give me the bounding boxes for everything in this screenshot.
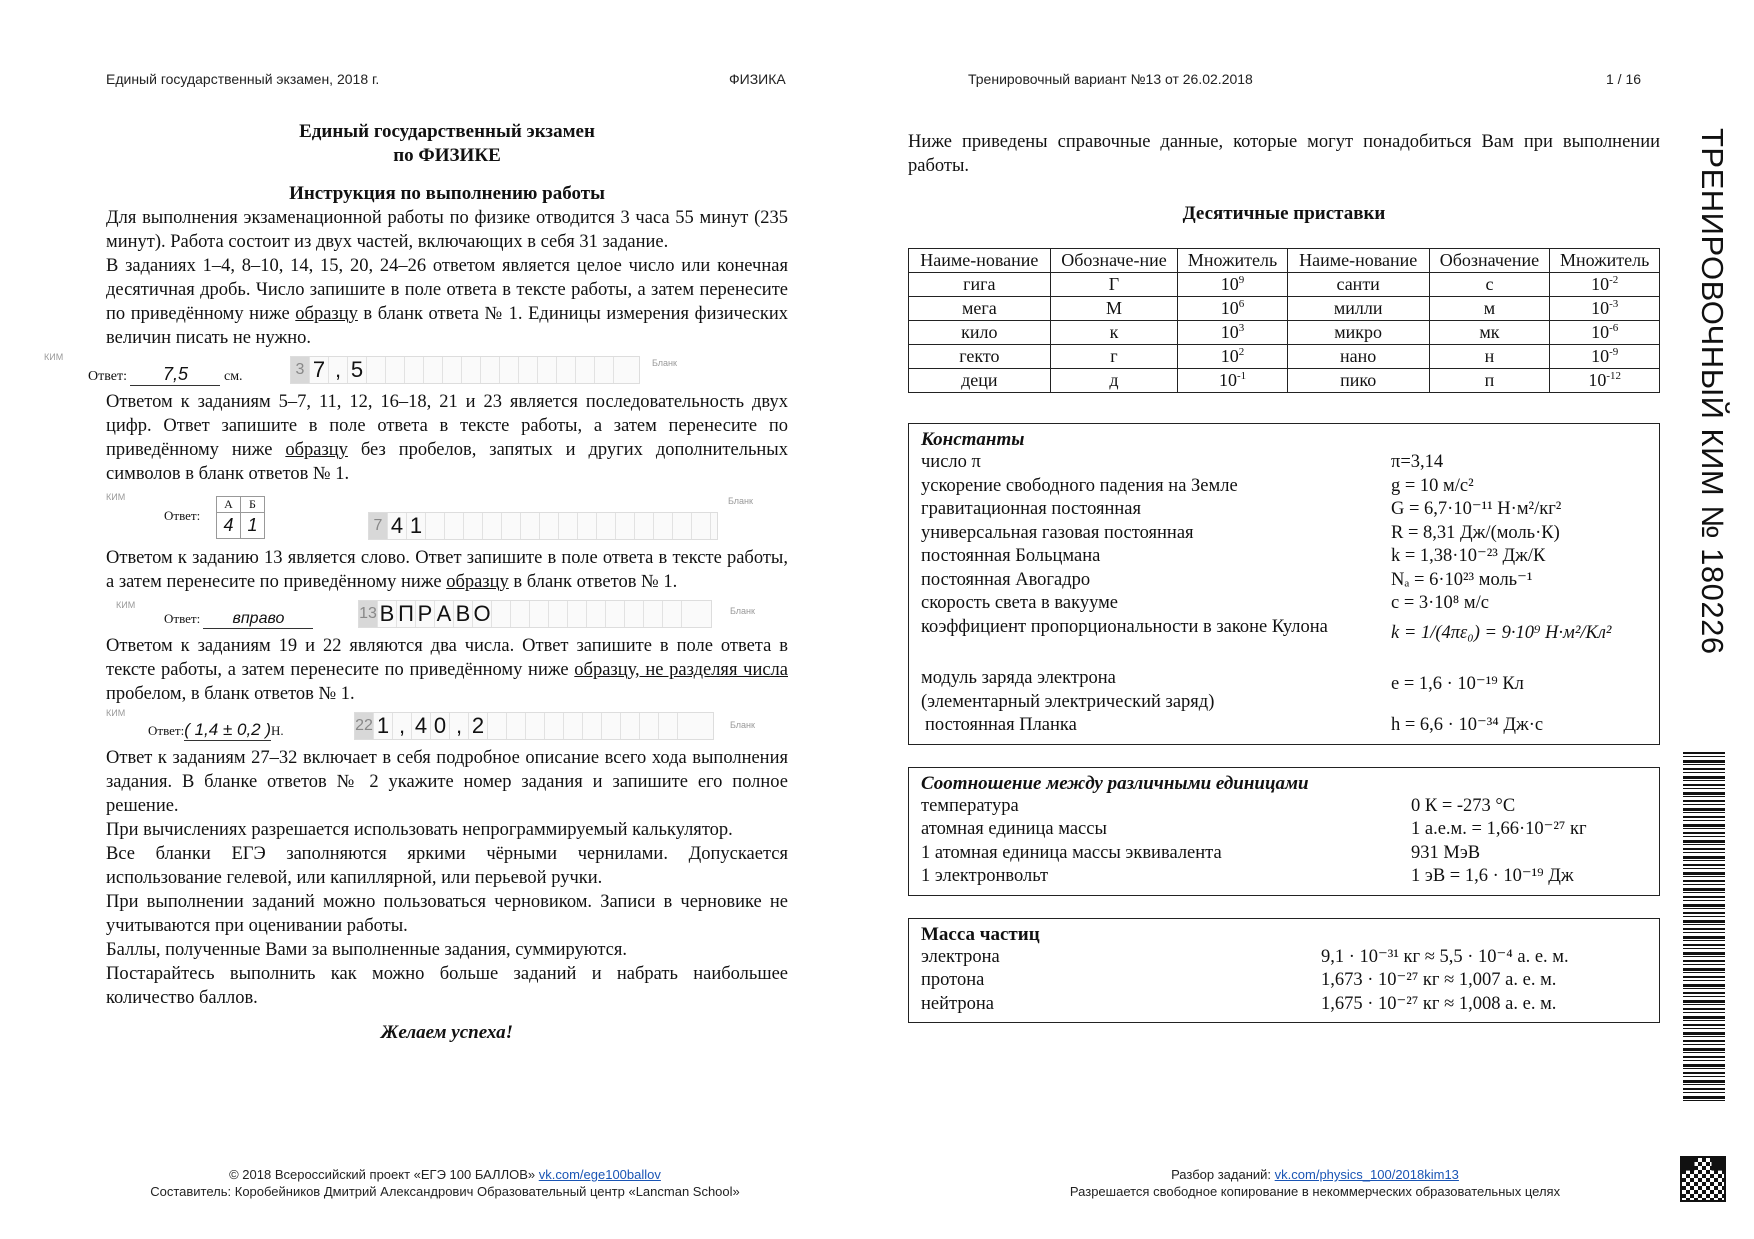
sample-answer-sequence: КИМ Ответ: А Б 4 1 7 4 1 Бланк: [106, 492, 753, 538]
mass-row: электрона 9,1 · 10⁻³¹ кг ≈ 5,5 · 10⁻⁴ а. е. м.: [921, 946, 1569, 967]
constant-row: гравитационная постоянная G = 6,7·10⁻¹¹ Н·м²/кг²: [921, 499, 1562, 519]
header-exam-title: Единый государственный экзамен, 2018 г.: [106, 71, 380, 87]
table-row: деци д $10^{-1}$ пико п $10^{-12}$: [909, 369, 1660, 393]
paragraph-calculator: При вычислениях разрешается использовать непрограммируемый калькулятор.: [106, 820, 733, 840]
paragraph-points: Баллы, полученные Вами за выполненные задания, суммируются.: [106, 940, 627, 960]
instructions-title: Инструкция по выполнению работы: [289, 183, 605, 204]
units-box: [908, 767, 1660, 896]
vk-project-link[interactable]: vk.com/ege100ballov: [538, 1167, 661, 1182]
qr-code-icon: [1680, 1156, 1726, 1202]
unit-row: температура 0 К = -273 °С: [921, 795, 1516, 816]
vertical-kim-title: ТРЕНИРОВОЧНЫЙ КИМ № 180226: [1695, 128, 1730, 655]
mass-row: протона 1,673 · 10⁻²⁷ кг ≈ 1,007 а. е. м.: [921, 970, 1557, 990]
particle-mass-box: [908, 918, 1660, 1024]
vk-analysis-link[interactable]: vk.com/physics_100/2018kim13: [1274, 1167, 1459, 1182]
paragraph-draft: При выполнении заданий можно пользоваться черновиком. Записи в черновике не учитываются при оценивании работы.: [106, 892, 788, 936]
paragraph-detailed-answer: Ответ к заданиям 27–32 включает в себя подробное описание всего хода выполнения задания. В бланке ответов № 2 укажите номер задания и запишите его полное решение.: [106, 748, 788, 816]
constant-row: ускорение свободного падения на Земле g = 10 м/с²: [921, 475, 1474, 496]
table-row: кило к $10^3$ микро мк $10^{-6}$: [909, 321, 1660, 345]
answer-cells: 22 1 , 4 0 , 2: [354, 712, 714, 740]
answer-cells: 7 4 1: [368, 512, 718, 540]
reference-intro: Ниже приведены справочные данные, которые могут понадобиться Вам при выполнении работы.: [908, 132, 1660, 176]
table-row: гекто г $10^2$ нано н $10^{-9}$: [909, 345, 1660, 369]
paragraph-two-numbers: Ответом к заданиям 19 и 22 являются два числа. Ответ запишите в поле ответа в тексте работы, а затем перенесите по приведённому ниже образцу, не разделяя числа пробелом, в бланк ответов № 1.: [106, 636, 788, 704]
table-row: гига Г $10^9$ санти с $10^{-2}$: [909, 273, 1660, 297]
sample-answer-number: КИМ Ответ: 7,5 см. 3 7 , 5 Бланк: [44, 352, 677, 384]
left-page: [44, 120, 789, 1044]
constant-row: постоянная Авогадро Nₐ = 6·10²³ моль⁻¹: [921, 569, 1533, 590]
prefix-table: Наиме-нование Обозначе-ние Множитель Наиме-нование Обозначение Множитель гига Г $10^9$ санти с $10^{-2}$ мега М $10^6$ милли м $10^{-3}$ кило к $10^3$ микро мк $10^{-6}$ гекто г $10^2$ нано н $10^{-9}$ деци д $10^{-1}$ пико п $10^{-12}$: [908, 248, 1660, 393]
constant-row: скорость света в вакууме c = 3·10⁸ м/с: [921, 593, 1489, 613]
paragraph-encourage: Постарайтесь выполнить как можно больше заданий и набрать наибольшее количество баллов.: [106, 964, 788, 1008]
paragraph-task-word: Ответом к заданию 13 является слово. Ответ запишите в поле ответа в тексте работы, а затем перенесите по приведённому ниже образцу в бланк ответов № 1.: [106, 548, 788, 592]
constant-row: модуль заряда электрона (элементарный электрический заряд) e = 1,6 · 10⁻¹⁹ Кл: [921, 668, 1524, 712]
constant-row: постоянная Больцмана k = 1,38·10⁻²³ Дж/К: [921, 546, 1546, 566]
paragraph-tasks-sequence: Ответом к заданиям 5–7, 11, 12, 16–18, 21 и 23 является последовательность двух цифр. Ответ запишите в поле ответа в тексте работы, а затем перенесите по приведённому ниже образцу без пробелов, запятых и других дополнительных символов в бланк ответов № 1.: [106, 392, 788, 484]
doc-title-line1: Единый государственный экзамен: [299, 121, 595, 142]
paragraph-tasks-number: В заданиях 1–4, 8–10, 14, 15, 20, 24–26 ответом является целое число или конечная десятичная дробь. Число запишите в поле ответа в тексте работы, а затем перенесите по приведённому ниже образцу в бланк ответа № 1. Единицы измерения физических величин писать не нужно.: [106, 256, 789, 348]
mass-row: нейтрона 1,675 · 10⁻²⁷ кг ≈ 1,008 а. е. м.: [921, 993, 1557, 1014]
footer-left: © 2018 Всероссийский проект «ЕГЭ 100 БАЛЛОВ» vk.com/ege100ballov Составитель: Коробейников Дмитрий Александрович Образовательный центр «Lancman School»: [150, 1167, 740, 1199]
answer-ab-table: А Б 4 1: [216, 496, 265, 539]
constant-row: постоянная Планка h = 6,6 · 10⁻³⁴ Дж·с: [925, 715, 1544, 735]
header-subject: ФИЗИКА: [729, 71, 786, 87]
answer-cells: 13 В П Р А В О: [358, 600, 712, 628]
paragraph-time: Для выполнения экзаменационной работы по физике отводится 3 часа 55 минут (235 минут). Работа состоит из двух частей, включающих в себя 31 задание.: [106, 208, 788, 252]
sample-link: образцу: [295, 304, 358, 324]
good-luck: Желаем успеха!: [380, 1022, 514, 1043]
particle-mass-title: Масса частиц: [921, 923, 1040, 945]
unit-row: 1 атомная единица массы эквивалента 931 МэВ: [921, 842, 1481, 863]
header-variant: Тренировочный вариант №13 от 26.02.2018: [968, 71, 1253, 87]
page-number: 1 / 16: [1606, 71, 1642, 87]
paragraph-ink: Все бланки ЕГЭ заполняются яркими чёрными чернилами. Допускается использование гелевой, или капиллярной, или перьевой ручки.: [106, 844, 788, 888]
doc-title-line2: по ФИЗИКЕ: [393, 145, 501, 166]
constants-title: Константы: [921, 429, 1025, 450]
footer-right: Разбор заданий: vk.com/physics_100/2018kim13 Разрешается свободное копирование в некоммерческих образовательных целях: [1069, 1167, 1561, 1199]
barcode-icon: [1683, 752, 1725, 1102]
units-title: Соотношение между различными единицами: [921, 772, 1309, 794]
constant-row: число π π=3,14: [921, 452, 1444, 472]
table-row: мега М $10^6$ милли м $10^{-3}$: [909, 297, 1660, 321]
sample-answer-two-numbers: КИМ Ответ:( 1,4 ± 0,2 )Н. 22 1 , 4 0 , 2 Бланк: [106, 708, 755, 739]
constant-row: универсальная газовая постоянная R = 8,31 Дж/(моль·К): [921, 522, 1560, 543]
sample-answer-word: КИМ Ответ: вправо 13 В П Р А В О Бланк: [116, 600, 755, 627]
constant-row: коэффициент пропорциональности в законе Кулона k = 1/(4πε₀) = 9·10⁹ Н·м²/Кл²: [921, 616, 1612, 643]
constants-box: [908, 423, 1660, 745]
unit-row: атомная единица массы 1 а.е.м. = 1,66·10⁻²⁷ кг: [921, 819, 1587, 839]
answer-cells: 3 7 , 5: [290, 356, 640, 384]
right-page: [908, 120, 1660, 1023]
unit-row: 1 электронвольт 1 эВ = 1,6 · 10⁻¹⁹ Дж: [921, 866, 1574, 886]
prefix-title: Десятичные приставки: [1182, 203, 1386, 224]
